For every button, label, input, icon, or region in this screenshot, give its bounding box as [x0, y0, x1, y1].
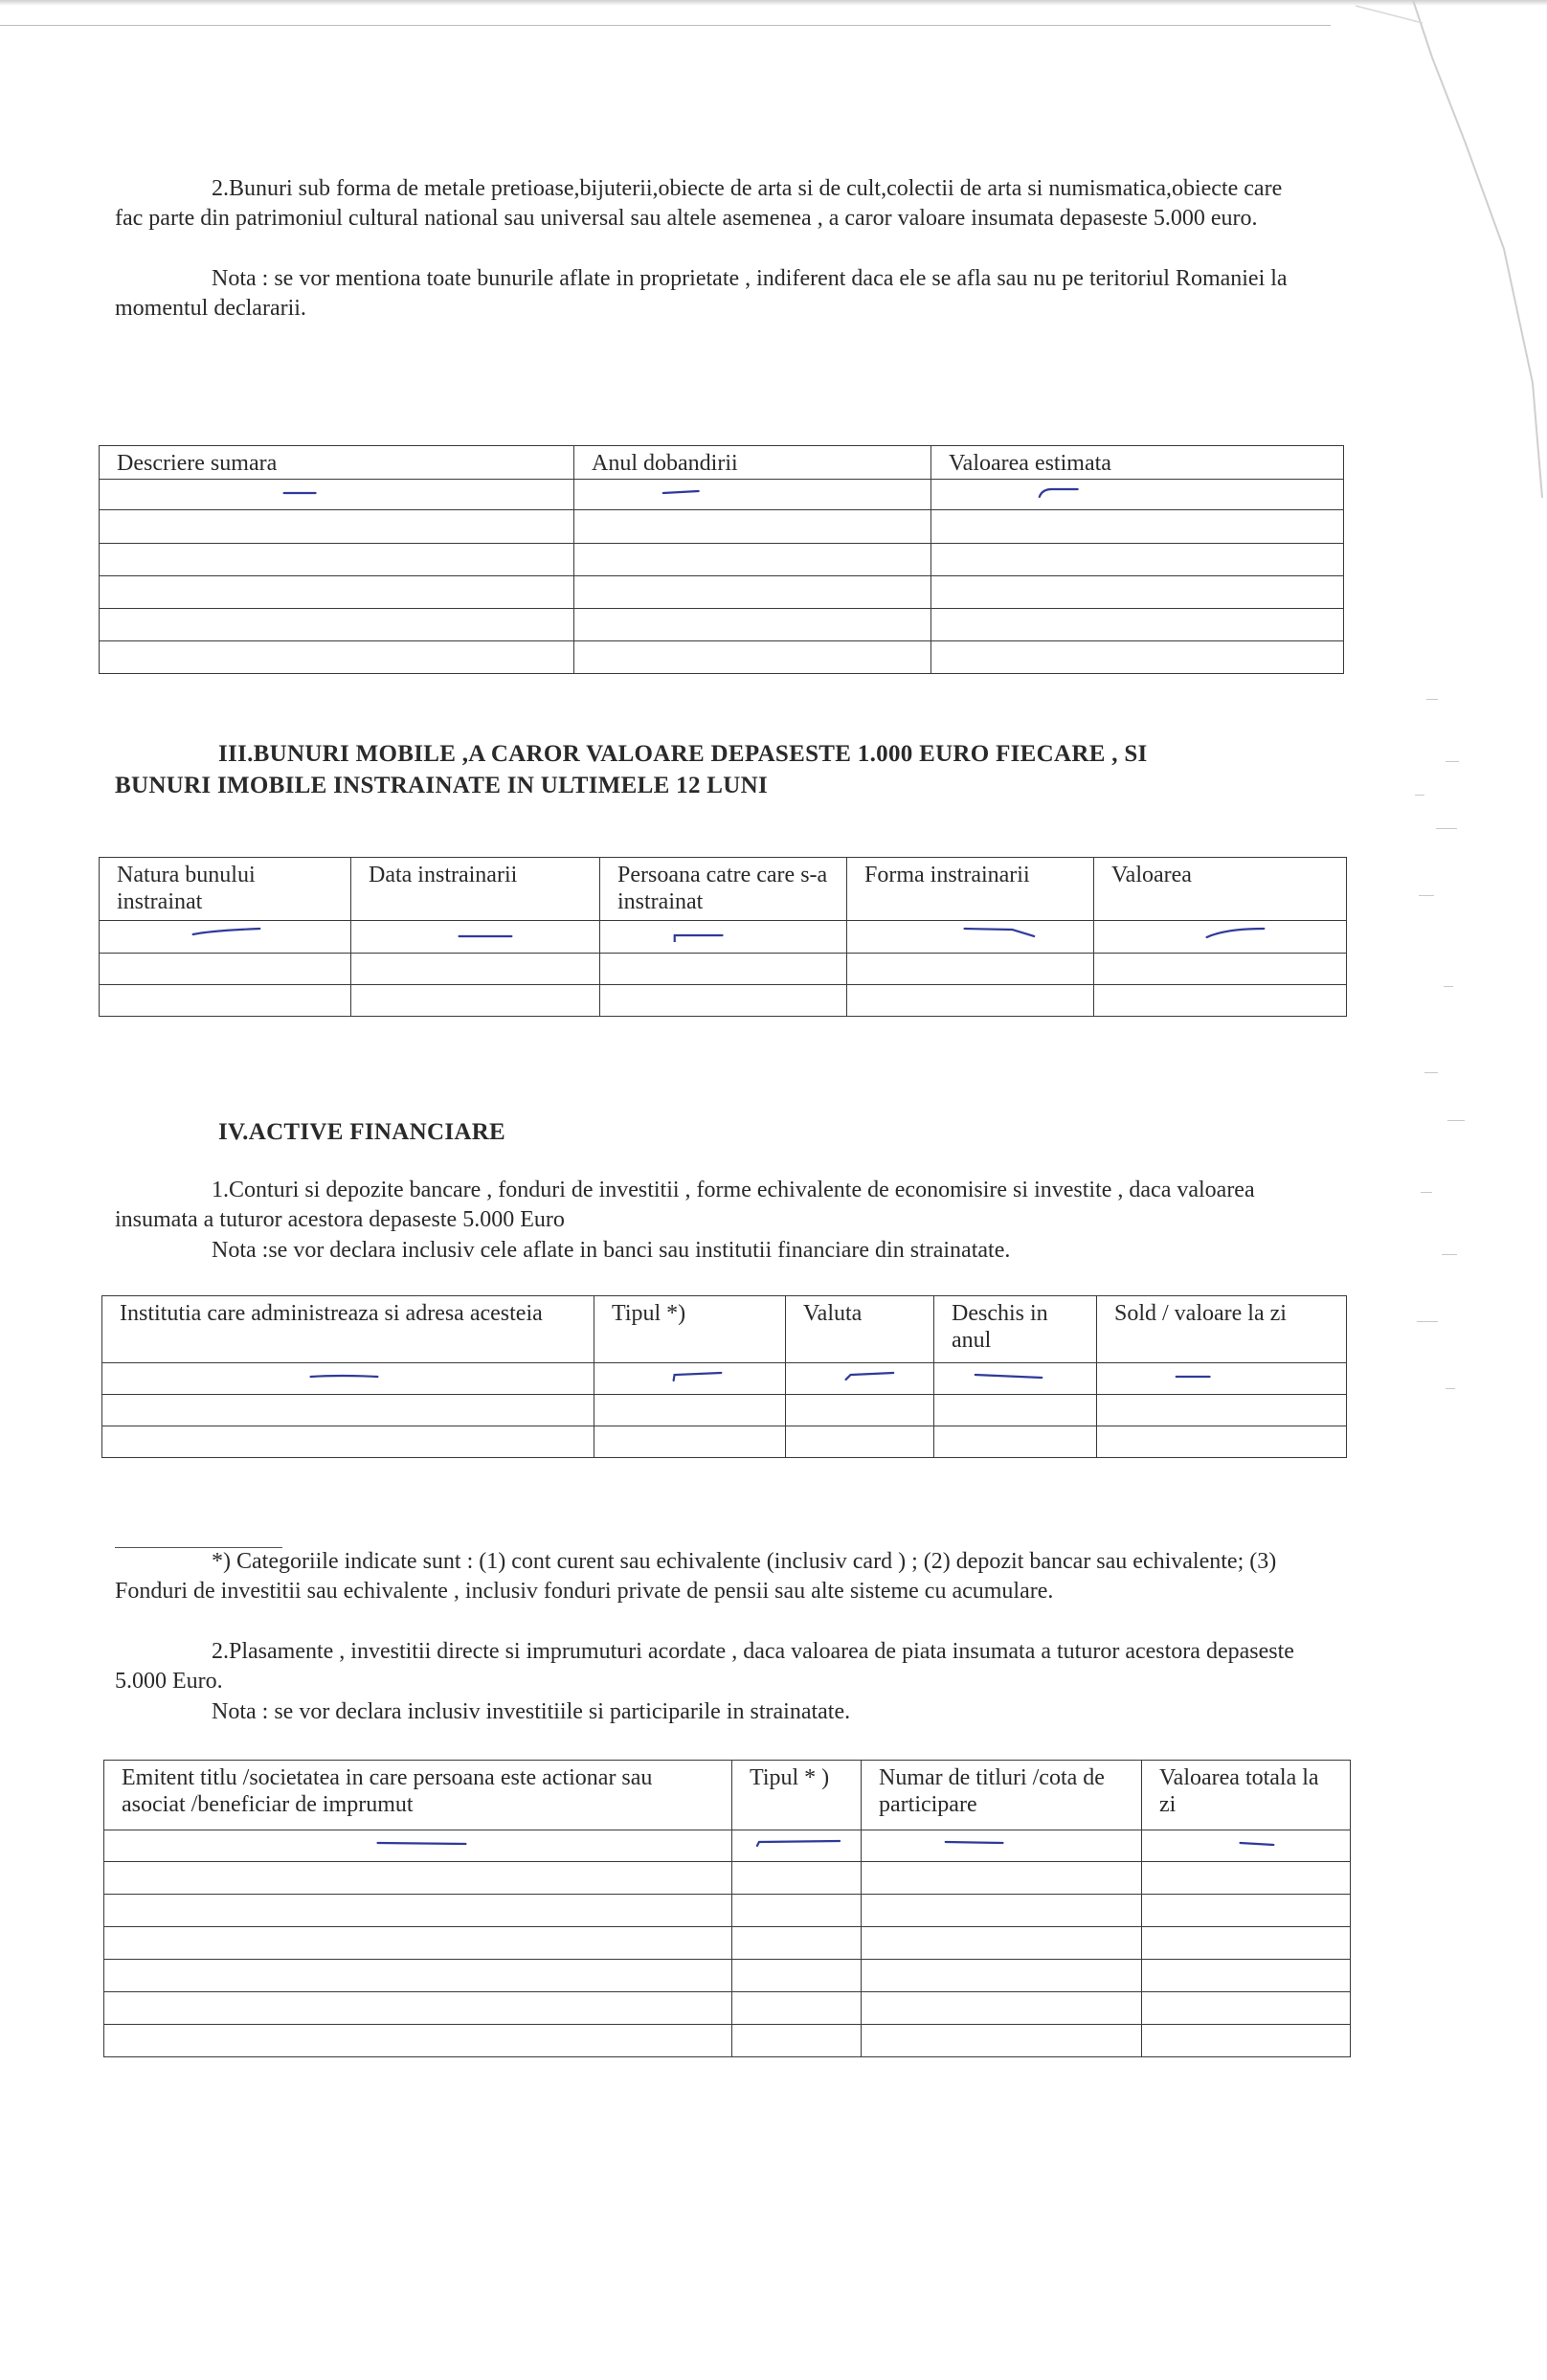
section4-title: IV.ACTIVE FINANCIARE	[218, 1119, 506, 1145]
header-tipul: Tipul * )	[732, 1761, 862, 1830]
scan-margin-marks	[1407, 670, 1522, 1532]
dash-mark	[600, 921, 847, 954]
header-numar-titluri: Numar de titluri /cota de participare	[862, 1761, 1142, 1830]
header-data-instrainarii: Data instrainarii	[351, 858, 600, 921]
page-fold-edge	[1298, 0, 1547, 498]
dash-mark	[100, 921, 351, 954]
dash-mark	[786, 1363, 934, 1395]
dash-mark	[1097, 1363, 1347, 1395]
bank-accounts-table	[101, 1295, 1347, 1458]
section4-paragraph2: 2.Plasamente , investitii directe si imprumuturi acordate , daca valoarea de piata insumata a tuturor acestora depaseste 5.000 Euro.	[115, 1639, 1294, 1694]
header-natura-bunului: Natura bunului instrainat	[100, 858, 351, 921]
alienated-goods-table	[99, 857, 1347, 1017]
section4-note2: Nota : se vor declara inclusiv investitiile si participarile in strainatate.	[212, 1699, 851, 1724]
header-emitent-titlu: Emitent titlu /societatea in care persoana este actionar sau asociat /beneficiar de imprumut	[104, 1761, 732, 1830]
dash-mark	[862, 1830, 1142, 1862]
dash-mark	[574, 480, 931, 510]
dash-mark	[594, 1363, 786, 1395]
section2-paragraph: 2.Bunuri sub forma de metale pretioase,bijuterii,obiecte de arta si de cult,colectii de arta si numismatica,obiecte care fac parte din patrimoniul cultural national sau universal sau altele asemenea , a caror valoare insumata depaseste 5.000 euro.	[115, 176, 1283, 231]
dash-mark	[102, 1363, 594, 1395]
dash-mark	[100, 480, 574, 510]
header-valoarea-totala: Valoarea totala la zi	[1142, 1761, 1351, 1830]
header-valuta: Valuta	[786, 1296, 934, 1363]
header-valoarea-estimata: Valoarea estimata	[931, 446, 1344, 480]
dash-mark	[931, 480, 1344, 510]
dash-mark	[732, 1830, 862, 1862]
header-persoana: Persoana catre care s-a instrainat	[600, 858, 847, 921]
footnote: *) Categoriile indicate sunt : (1) cont curent sau echivalente (inclusiv card ) ; (2) depozit bancar sau echivalente; (3) Fonduri de investitii sau echivalente , inclusiv fonduri private de pensii sau alte sisteme cu acumulare.	[115, 1549, 1277, 1604]
section3-title-line1: III.BUNURI MOBILE ,A CAROR VALOARE DEPASESTE 1.000 EURO FIECARE , SI	[218, 741, 1148, 767]
header-anul-dobandirii: Anul dobandirii	[574, 446, 931, 480]
header-deschis-in-anul: Deschis in anul	[934, 1296, 1097, 1363]
dash-mark	[934, 1363, 1097, 1395]
precious-goods-table	[99, 445, 1344, 674]
dash-mark	[351, 921, 600, 954]
header-tipul: Tipul *)	[594, 1296, 786, 1363]
header-forma-instrainarii: Forma instrainarii	[847, 858, 1094, 921]
header-descriere: Descriere sumara	[100, 446, 574, 480]
header-institutia: Institutia care administreaza si adresa acesteia	[102, 1296, 594, 1363]
dash-mark	[1142, 1830, 1351, 1862]
dash-mark	[1094, 921, 1347, 954]
scan-top-shadow	[0, 0, 1547, 6]
section3-title-line2: BUNURI IMOBILE INSTRAINATE IN ULTIMELE 12 LUNI	[115, 773, 769, 798]
section4-note1: Nota :se vor declara inclusiv cele aflate in banci sau institutii financiare din strainatate.	[212, 1238, 1011, 1263]
scan-edge-line	[0, 25, 1331, 26]
header-valoarea: Valoarea	[1094, 858, 1347, 921]
header-sold-valoare: Sold / valoare la zi	[1097, 1296, 1347, 1363]
section4-paragraph1: 1.Conturi si depozite bancare , fonduri de investitii , forme echivalente de economisire si investite , daca valoarea insumata a tuturor acestora depaseste 5.000 Euro	[115, 1178, 1255, 1232]
dash-mark	[847, 921, 1094, 954]
investments-table	[103, 1760, 1351, 2057]
section2-note: Nota : se vor mentiona toate bunurile aflate in proprietate , indiferent daca ele se afla sau nu pe teritoriul Romaniei la momentul declararii.	[115, 266, 1288, 321]
dash-mark	[104, 1830, 732, 1862]
